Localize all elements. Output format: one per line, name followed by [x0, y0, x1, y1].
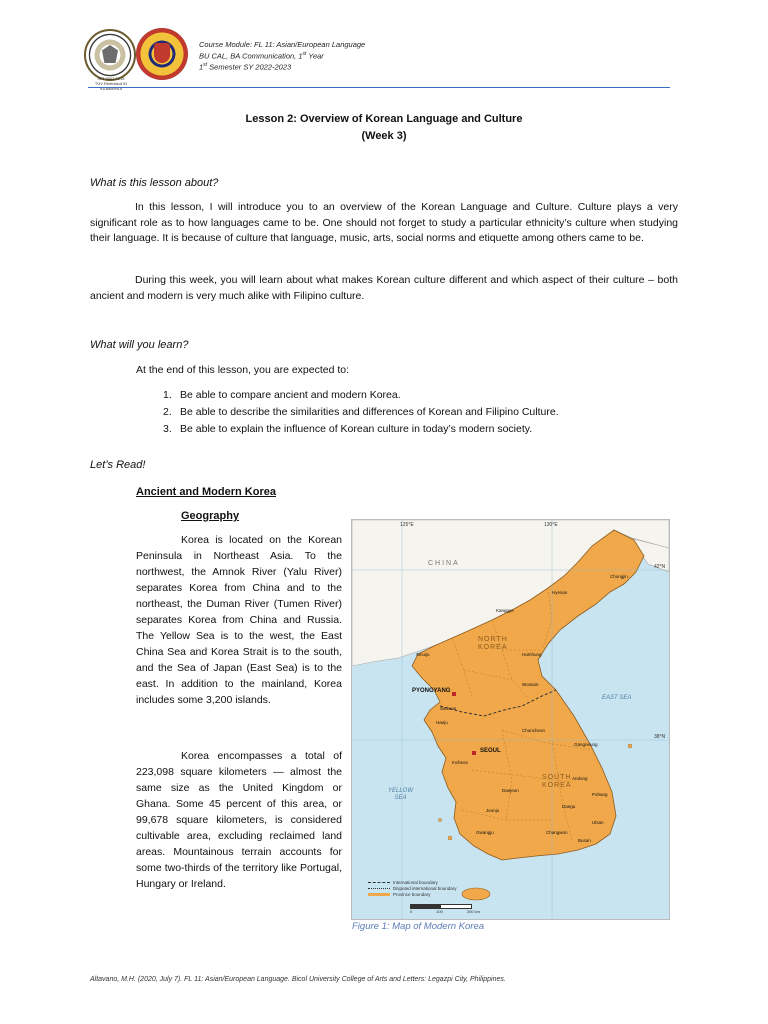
- city-label: Ulsan: [592, 820, 604, 825]
- question-lesson-about: What is this lesson about?: [90, 177, 219, 189]
- map-lon-label: 125°E: [400, 522, 414, 528]
- question-what-learn: What will you learn?: [90, 339, 189, 351]
- program-line: BU CAL, BA Communication, 1st Year: [199, 50, 324, 60]
- legend-item: Disputed international boundary: [368, 886, 457, 892]
- objectives-list: [163, 387, 559, 438]
- map-scale: 0 100 200 km: [410, 904, 480, 914]
- intro-paragraph: In this lesson, I will introduce you to an overview of the Korean Language and Culture. Culture plays a very significant role as to how languages came to be. One should not forget to study a particular ethnicity’s culture when studying their language. It is because of culture that language, music, arts, social norms and etiquette among others came to be.: [90, 201, 678, 244]
- course-header-info: [199, 40, 365, 72]
- city-label: Daegu: [562, 804, 576, 809]
- seoul-marker: [472, 751, 476, 755]
- city-label: Sinuiju: [416, 652, 430, 657]
- city-label: Changwon: [546, 830, 568, 835]
- city-label: Daejeon: [502, 788, 519, 793]
- city-label: Andong: [572, 776, 588, 781]
- geography-paragraph-2: Korea encompasses a total of 223,098 square kilometers — almost the same size as the United Kingdom or Ghana. Some 45 percent of this area, or 99,678 square kilometers, is considered cultivable area, excluding reclaimed land areas. Mountainous terrain accounts for some two-thirds of the territory like Portugal, Hungary or Ireland.: [136, 750, 342, 890]
- geography-paragraph-1: Korea is located on the Korean Peninsula in Northeast Asia. To the northwest, the Amnok River (Yalu River) separates Korea from China and to the northeast, the Duman River (Tumen River) separates Korea from China and Russia. The Yellow Sea is to the west, the East China Sea and Korea Strait is to the south, and the Sea of Japan (East Sea) is to the east. In addition to the mainland, Korea includes some 3,200 islands.: [136, 534, 342, 706]
- map-lat-label: 42°N: [654, 564, 666, 570]
- course-module-line: Course Module: FL 11: Asian/European Language: [199, 40, 366, 49]
- north-korea-label: NORTH KOREA: [478, 636, 508, 651]
- city-label: Gwangju: [476, 830, 494, 835]
- semester-line: 1st Semester SY 2022-2023: [199, 61, 292, 71]
- college-seal-logo: [136, 28, 188, 80]
- lesson-week: (Week 3): [361, 130, 407, 142]
- legend-item: Province boundary: [368, 892, 457, 898]
- east-sea-label: EAST SEA: [602, 695, 632, 701]
- week-paragraph: During this week, you will learn about what makes Korean culture different and which aspect of their culture – both ancient and modern is very much alike with Filipino culture.: [90, 274, 678, 302]
- city-label: Hyesan: [552, 590, 568, 595]
- objectives-intro: At the end of this lesson, you are expected to:: [136, 364, 350, 376]
- city-label: Sariwon: [440, 706, 457, 711]
- map-lon-label: 130°E: [544, 522, 558, 528]
- lesson-title: Lesson 2: Overview of Korean Language and Culture: [245, 113, 523, 125]
- city-label: Jeonju: [486, 808, 500, 813]
- lets-read-heading: Let’s Read!: [90, 459, 146, 471]
- pyongyang-marker: [452, 692, 456, 696]
- city-label: Haeju: [436, 720, 448, 725]
- city-label: Kanggye: [496, 608, 514, 613]
- korea-map: [351, 519, 670, 920]
- city-label: Gangneung: [574, 742, 598, 747]
- list-item: 3. Be able to explain the influence of Korean culture in today’s modern society.: [163, 423, 533, 435]
- city-label: Chuncheon: [522, 728, 546, 733]
- city-label: Busan: [578, 838, 591, 843]
- geography-heading: Geography: [181, 510, 240, 522]
- map-lat-label: 38°N: [654, 734, 666, 740]
- university-seal-logo: [84, 29, 136, 81]
- figure-caption: Figure 1: Map of Modern Korea: [352, 921, 485, 932]
- map-legend: [368, 880, 457, 898]
- pyongyang-label: PYONGYANG: [412, 688, 451, 694]
- yellow-sea-label: YELLOW SEA: [388, 788, 414, 801]
- city-label: Hamhung: [522, 652, 542, 657]
- legend-item: International boundary: [368, 880, 457, 886]
- seoul-label: SEOUL: [480, 748, 501, 754]
- footer-citation: Altavano, M.H. (2020, July 7). FL 11: Asian/European Language. Bicol University College of Arts and Letters: Legazpi City, Philippines.: [90, 976, 506, 983]
- list-item: 1. Be able to compare ancient and modern Korea.: [163, 389, 401, 401]
- south-korea-label: SOUTH KOREA: [542, 774, 572, 789]
- iso-cert-text: ISO 9001:2015 TÜV Rheinland ID 9108659915: [94, 76, 128, 91]
- list-item: 2. Be able to describe the similarities and differences of Korean and Filipino Culture.: [163, 406, 559, 418]
- header-divider: [88, 87, 670, 88]
- city-label: Chongjin: [610, 574, 628, 579]
- city-label: Wonsan: [522, 682, 539, 687]
- city-label: Incheon: [452, 760, 469, 765]
- china-label: CHINA: [428, 560, 460, 567]
- section-heading: Ancient and Modern Korea: [136, 486, 276, 498]
- city-label: Pohang: [592, 792, 608, 797]
